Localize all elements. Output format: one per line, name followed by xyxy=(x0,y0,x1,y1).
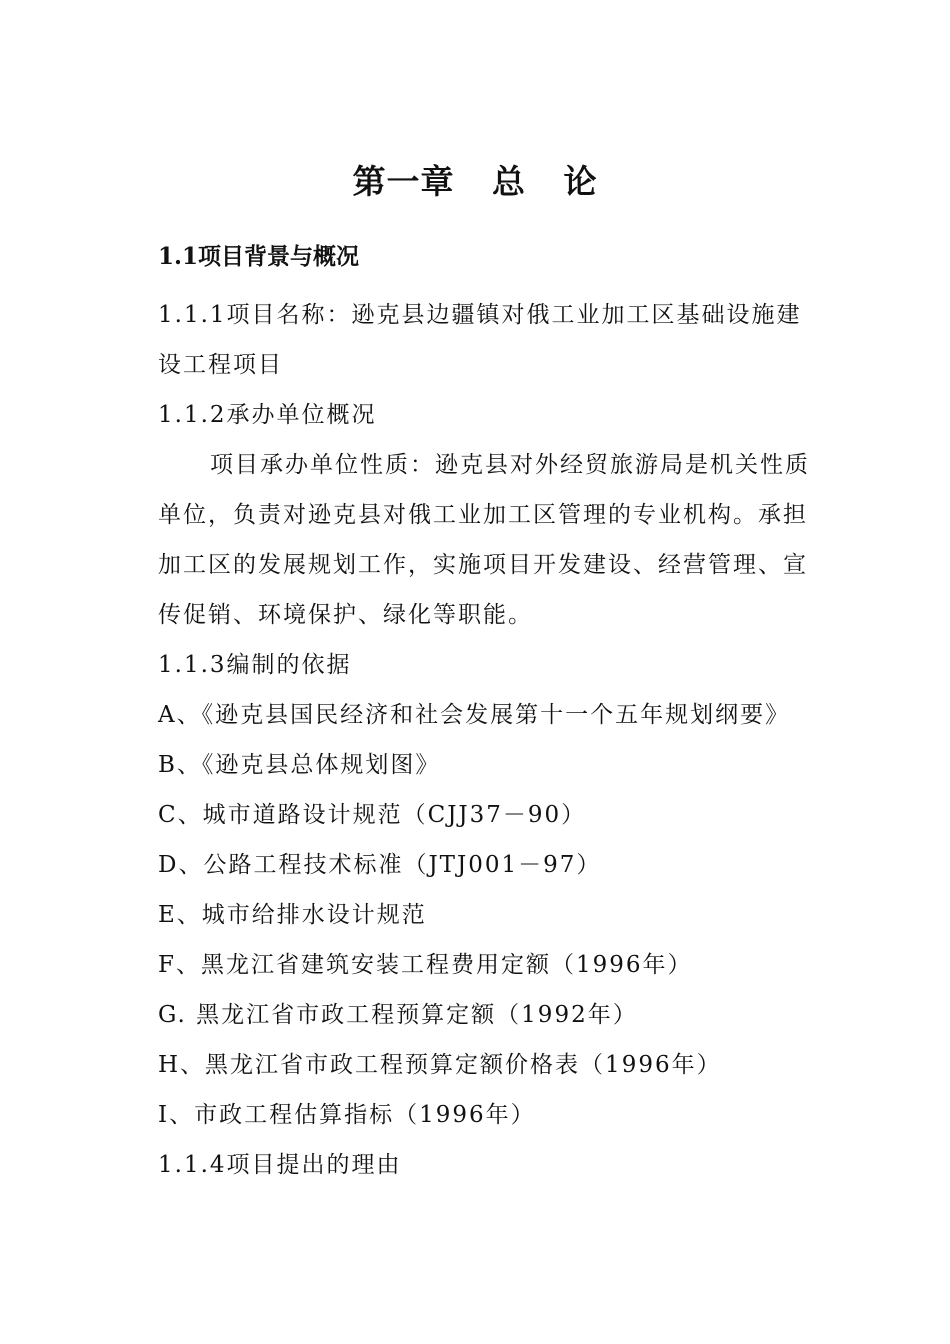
paragraph-line: 加工区的发展规划工作，实施项目开发建设、经营管理、宣 xyxy=(158,552,808,578)
chapter-title: 第一章 总 论 xyxy=(352,162,598,201)
paragraph-line: 单位，负责对逊克县对俄工业加工区管理的专业机构。承担 xyxy=(158,502,808,528)
basis-item: A、《逊克县国民经济和社会发展第十一个五年规划纲要》 xyxy=(158,702,791,728)
subsection-heading-1-1-4: 1.1.4项目提出的理由 xyxy=(158,1152,402,1178)
subsection-heading-1-1-2: 1.1.2承办单位概况 xyxy=(158,402,377,428)
basis-item: F、黑龙江省建筑安装工程费用定额（1996年） xyxy=(158,952,693,978)
paragraph-line: 项目承办单位性质：逊克县对外经贸旅游局是机关性质 xyxy=(210,452,810,478)
basis-item: H、黑龙江省市政工程预算定额价格表（1996年） xyxy=(158,1052,722,1078)
subsection-heading-1-1-3: 1.1.3编制的依据 xyxy=(158,652,352,678)
basis-item: G. 黑龙江省市政工程预算定额（1992年） xyxy=(158,1002,638,1028)
project-name-line-1: 1.1.1项目名称：逊克县边疆镇对俄工业加工区基础设施建 xyxy=(158,302,802,328)
section-heading-1-1: 1.1项目背景与概况 xyxy=(158,243,360,270)
basis-item: D、公路工程技术标准（JTJ001－97） xyxy=(158,852,602,878)
basis-item: B、《逊克县总体规划图》 xyxy=(158,752,441,778)
basis-item: I、市政工程估算指标（1996年） xyxy=(158,1102,536,1128)
basis-item: C、城市道路设计规范（CJJ37－90） xyxy=(158,802,587,828)
basis-item: E、城市给排水设计规范 xyxy=(158,902,427,928)
paragraph-line: 传促销、环境保护、绿化等职能。 xyxy=(158,602,533,628)
project-name-line-2: 设工程项目 xyxy=(158,352,283,378)
